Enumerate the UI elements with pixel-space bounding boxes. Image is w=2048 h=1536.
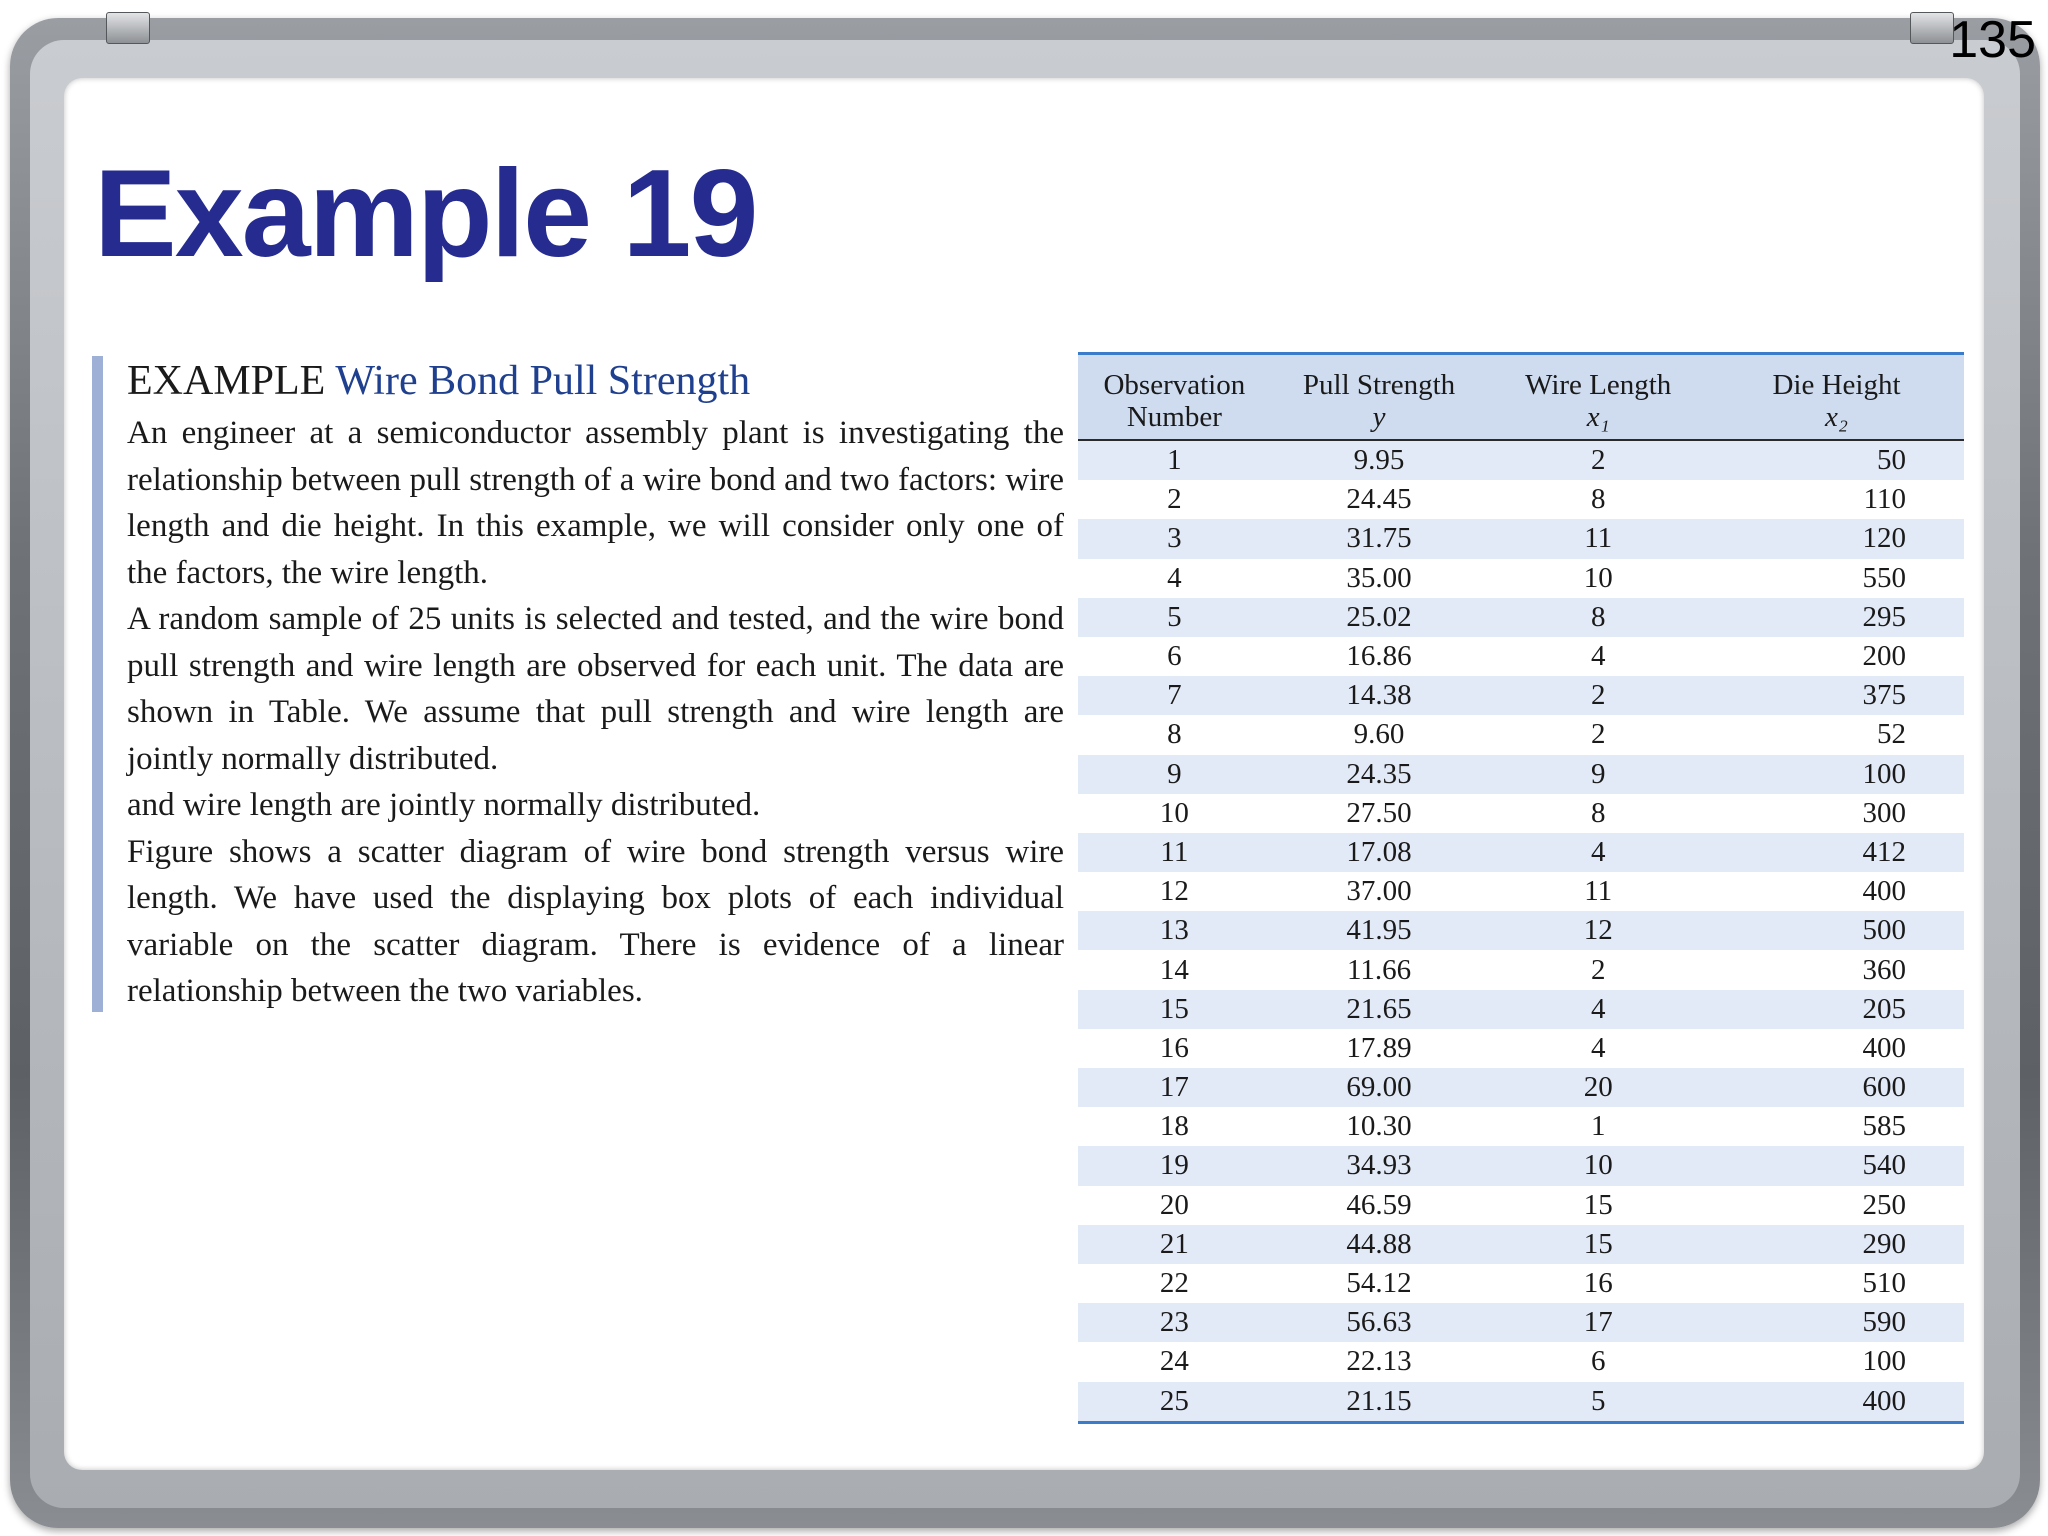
- cell-wire-length: 11: [1487, 519, 1709, 558]
- cell-die-height: 360: [1709, 950, 1964, 989]
- table-row: [1078, 1146, 1964, 1185]
- cell-pull-strength: 44.88: [1271, 1225, 1488, 1264]
- cell-wire-length: 10: [1487, 559, 1709, 598]
- cell-die-height: 400: [1709, 1382, 1964, 1423]
- cell-die-height: 52: [1709, 715, 1964, 754]
- cell-wire-length: 4: [1487, 990, 1709, 1029]
- cell-die-height: 375: [1709, 676, 1964, 715]
- cell-observation: 18: [1078, 1107, 1271, 1146]
- cell-die-height: 550: [1709, 559, 1964, 598]
- cell-wire-length: 10: [1487, 1146, 1709, 1185]
- cell-wire-length: 11: [1487, 872, 1709, 911]
- cell-observation: 2: [1078, 480, 1271, 519]
- example-keyword: EXAMPLE: [127, 358, 326, 404]
- slide-title: Example 19: [94, 145, 757, 283]
- example-paragraph: and wire length are jointly normally distributed.: [127, 787, 761, 824]
- table-body: [1078, 440, 1964, 1422]
- cell-observation: 3: [1078, 519, 1271, 558]
- example-paragraph: Figure shows a scatter diagram of wire bond strength versus wire length. We have used the displaying box plots of each individual variable on the scatter diagram. There is evidence of a linear relationship between the two variables.: [127, 833, 1064, 1010]
- cell-die-height: 205: [1709, 990, 1964, 1029]
- cell-wire-length: 15: [1487, 1225, 1709, 1264]
- cell-die-height: 250: [1709, 1186, 1964, 1225]
- cell-pull-strength: 16.86: [1271, 637, 1488, 676]
- cell-die-height: 600: [1709, 1068, 1964, 1107]
- cell-pull-strength: 56.63: [1271, 1303, 1488, 1342]
- cell-wire-length: 16: [1487, 1264, 1709, 1303]
- example-text-block: [92, 356, 1064, 1012]
- cell-observation: 7: [1078, 676, 1271, 715]
- cell-wire-length: 2: [1487, 440, 1709, 480]
- cell-pull-strength: 21.65: [1271, 990, 1488, 1029]
- data-table: [1078, 352, 1964, 1424]
- cell-observation: 21: [1078, 1225, 1271, 1264]
- table-row: [1078, 559, 1964, 598]
- cell-pull-strength: 37.00: [1271, 872, 1488, 911]
- example-paragraph: An engineer at a semiconductor assembly plant is investigating the relationship between pull strength of a wire bond and two factors: wire length and die height. In this example, we will consider only one of the factors, the wire length.: [127, 415, 1064, 591]
- cell-wire-length: 4: [1487, 637, 1709, 676]
- table-row: [1078, 1107, 1964, 1146]
- cell-wire-length: 2: [1487, 715, 1709, 754]
- cell-pull-strength: 46.59: [1271, 1186, 1488, 1225]
- cell-observation: 14: [1078, 950, 1271, 989]
- cell-die-height: 50: [1709, 440, 1964, 480]
- cell-observation: 5: [1078, 598, 1271, 637]
- cell-die-height: 110: [1709, 480, 1964, 519]
- table-row: [1078, 1068, 1964, 1107]
- cell-observation: 4: [1078, 559, 1271, 598]
- table-row: [1078, 1303, 1964, 1342]
- cell-pull-strength: 17.89: [1271, 1029, 1488, 1068]
- cell-observation: 24: [1078, 1342, 1271, 1381]
- cell-die-height: 295: [1709, 598, 1964, 637]
- cell-pull-strength: 41.95: [1271, 911, 1488, 950]
- cell-pull-strength: 31.75: [1271, 519, 1488, 558]
- table-row: [1078, 911, 1964, 950]
- table-row: [1078, 440, 1964, 480]
- cell-die-height: 300: [1709, 794, 1964, 833]
- cell-die-height: 500: [1709, 911, 1964, 950]
- table-row: [1078, 1342, 1964, 1381]
- cell-observation: 19: [1078, 1146, 1271, 1185]
- cell-die-height: 400: [1709, 1029, 1964, 1068]
- cell-wire-length: 8: [1487, 480, 1709, 519]
- cell-observation: 16: [1078, 1029, 1271, 1068]
- cell-die-height: 412: [1709, 833, 1964, 872]
- cell-pull-strength: 35.00: [1271, 559, 1488, 598]
- frame-clip-right: [1910, 12, 1954, 44]
- cell-observation: 25: [1078, 1382, 1271, 1423]
- cell-wire-length: 2: [1487, 676, 1709, 715]
- cell-pull-strength: 14.38: [1271, 676, 1488, 715]
- cell-pull-strength: 25.02: [1271, 598, 1488, 637]
- column-header-pull-strength: Pull Strength y: [1271, 354, 1488, 441]
- example-paragraph: A random sample of 25 units is selected and tested, and the wire bond pull strength and wire length are observed for each unit. The data are shown in Table. We assume that pull strength and wire length are jointly normally distributed.: [127, 601, 1064, 777]
- cell-wire-length: 12: [1487, 911, 1709, 950]
- cell-pull-strength: 27.50: [1271, 794, 1488, 833]
- cell-wire-length: 15: [1487, 1186, 1709, 1225]
- cell-observation: 1: [1078, 440, 1271, 480]
- table-row: [1078, 950, 1964, 989]
- cell-die-height: 510: [1709, 1264, 1964, 1303]
- cell-observation: 23: [1078, 1303, 1271, 1342]
- cell-die-height: 100: [1709, 755, 1964, 794]
- column-header-die-height: Die Height x₂: [1709, 354, 1964, 441]
- cell-die-height: 100: [1709, 1342, 1964, 1381]
- cell-observation: 17: [1078, 1068, 1271, 1107]
- cell-observation: 6: [1078, 637, 1271, 676]
- cell-die-height: 290: [1709, 1225, 1964, 1264]
- cell-pull-strength: 22.13: [1271, 1342, 1488, 1381]
- table-row: [1078, 715, 1964, 754]
- cell-observation: 10: [1078, 794, 1271, 833]
- table-row: [1078, 637, 1964, 676]
- table-row: [1078, 1382, 1964, 1423]
- cell-die-height: 585: [1709, 1107, 1964, 1146]
- table-row: [1078, 1186, 1964, 1225]
- example-title: Wire Bond Pull Strength: [335, 358, 751, 404]
- example-heading: [127, 356, 1064, 406]
- table-row: [1078, 990, 1964, 1029]
- cell-wire-length: 9: [1487, 755, 1709, 794]
- cell-observation: 12: [1078, 872, 1271, 911]
- cell-die-height: 120: [1709, 519, 1964, 558]
- cell-pull-strength: 34.93: [1271, 1146, 1488, 1185]
- table-row: [1078, 598, 1964, 637]
- cell-wire-length: 1: [1487, 1107, 1709, 1146]
- cell-pull-strength: 21.15: [1271, 1382, 1488, 1423]
- page-number: 135: [1949, 11, 2036, 69]
- cell-pull-strength: 69.00: [1271, 1068, 1488, 1107]
- column-header-observation: Observation Number: [1078, 354, 1271, 441]
- cell-observation: 20: [1078, 1186, 1271, 1225]
- cell-die-height: 200: [1709, 637, 1964, 676]
- cell-pull-strength: 24.35: [1271, 755, 1488, 794]
- table-row: [1078, 794, 1964, 833]
- cell-wire-length: 4: [1487, 1029, 1709, 1068]
- table-row: [1078, 676, 1964, 715]
- cell-pull-strength: 54.12: [1271, 1264, 1488, 1303]
- cell-pull-strength: 10.30: [1271, 1107, 1488, 1146]
- cell-pull-strength: 9.95: [1271, 440, 1488, 480]
- table-row: [1078, 1264, 1964, 1303]
- column-header-wire-length: Wire Length x₁: [1487, 354, 1709, 441]
- cell-wire-length: 5: [1487, 1382, 1709, 1423]
- cell-die-height: 540: [1709, 1146, 1964, 1185]
- table-row: [1078, 480, 1964, 519]
- cell-pull-strength: 17.08: [1271, 833, 1488, 872]
- cell-wire-length: 17: [1487, 1303, 1709, 1342]
- cell-observation: 9: [1078, 755, 1271, 794]
- cell-wire-length: 8: [1487, 794, 1709, 833]
- cell-observation: 15: [1078, 990, 1271, 1029]
- cell-pull-strength: 24.45: [1271, 480, 1488, 519]
- cell-wire-length: 6: [1487, 1342, 1709, 1381]
- table-row: [1078, 1029, 1964, 1068]
- frame-clip-left: [106, 12, 150, 44]
- cell-pull-strength: 11.66: [1271, 950, 1488, 989]
- cell-wire-length: 8: [1487, 598, 1709, 637]
- cell-wire-length: 2: [1487, 950, 1709, 989]
- cell-observation: 13: [1078, 911, 1271, 950]
- table-row: [1078, 833, 1964, 872]
- table-row: [1078, 872, 1964, 911]
- cell-observation: 22: [1078, 1264, 1271, 1303]
- cell-die-height: 590: [1709, 1303, 1964, 1342]
- table-row: [1078, 755, 1964, 794]
- table-row: [1078, 1225, 1964, 1264]
- cell-die-height: 400: [1709, 872, 1964, 911]
- cell-pull-strength: 9.60: [1271, 715, 1488, 754]
- cell-observation: 8: [1078, 715, 1271, 754]
- cell-wire-length: 4: [1487, 833, 1709, 872]
- cell-observation: 11: [1078, 833, 1271, 872]
- table-header-row: [1078, 354, 1964, 441]
- table-row: [1078, 519, 1964, 558]
- cell-wire-length: 20: [1487, 1068, 1709, 1107]
